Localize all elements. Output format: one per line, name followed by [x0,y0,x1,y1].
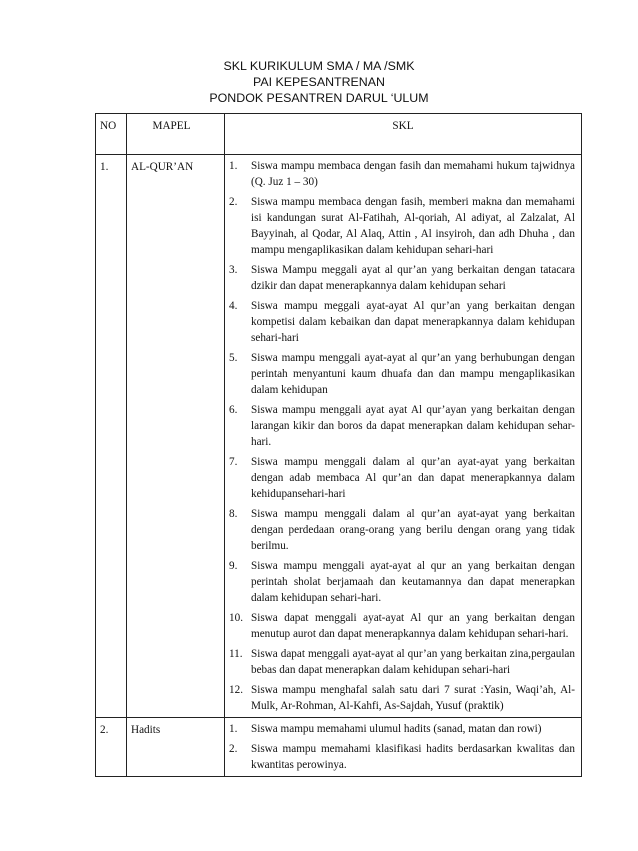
list-item [229,741,575,773]
table-header-row [96,114,582,155]
list-item [229,682,575,714]
table-body [96,155,582,777]
list-item [229,506,575,554]
list-item [229,350,575,398]
item-number: 7. [229,456,238,468]
item-number: 12. [229,684,243,696]
row-number: 1. [96,155,127,718]
list-item [229,454,575,502]
row-mapel: AL-QUR’AN [127,155,225,718]
item-number: 3. [229,264,238,276]
header-mapel: MAPEL [127,114,225,155]
item-number: 4. [229,300,238,312]
row-skl-list [225,155,582,718]
item-text: Siswa mampu menggali ayat-ayat al qur’an yang berhubungan dengan perintah menyantuni kaum dhuafa dan dan mampu mengaplikasikan dalam kehidupan [251,352,575,396]
table-row [96,718,582,777]
item-number: 9. [229,560,238,572]
item-number: 2. [229,196,238,208]
list-item [229,194,575,258]
item-number: 1. [229,723,238,735]
row-skl-list [225,718,582,777]
document-header [0,58,638,106]
table-row [96,155,582,718]
list-item [229,402,575,450]
list-item [229,158,575,190]
item-number: 11. [229,648,243,660]
list-item [229,262,575,294]
item-text: Siswa dapat menggali ayat-ayat Al qur an yang berkaitan dengan menutup aurot dan dapat menerapkannya dalam kehidupan sehari-hari. [251,612,575,640]
item-number: 10. [229,612,243,624]
header-skl: SKL [225,114,582,155]
skl-items [229,158,575,714]
list-item [229,610,575,642]
item-number: 8. [229,508,238,520]
item-number: 1. [229,160,238,172]
item-text: Siswa mampu membaca dengan fasih, memberi makna dan memahami isi kandungan surat Al-Fatihah, Al-qoriah, Al adiyat, al Zalzalat, Al Bayyinah, al Qodar, Al Alaq, Attin , Al insyiroh, dan adh Dhuha , dan mampu mengaplikasikan dalam kehidupan sehari-hari [251,196,575,256]
header-subtitle-line: PAI KEPESANTRENAN [253,75,385,89]
row-mapel: Hadits [127,718,225,777]
item-text: Siswa mampu menggali ayat ayat Al qur’ayan yang berkaitan dengan larangan kikir dan boros da dapat menerapkan dalam kehidupan sehar-hari. [251,404,575,448]
list-item [229,721,575,737]
item-text: Siswa mampu membaca dengan fasih dan memahami hukum tajwidnya (Q. Juz 1 – 30) [251,160,575,188]
item-text: Siswa mampu menggali dalam al qur’an ayat-ayat yang berkaitan dengan perdedaan orang-orang yang berilu dengan orang yang tidak berilmu. [251,508,575,552]
item-text: Siswa mampu menggali ayat-ayat al qur an yang berkaitan dengan perintah sholat berjamaah dan keutamannya dan dapat menerapkan dalam kehidupan sehari-hari. [251,560,575,604]
item-text: Siswa dapat menggali ayat-ayat al qur’an yang berkaitan zina,pergaulan bebas dan dapat menerapkan dalam kehidupan sehari-hari [251,648,575,676]
item-text: Siswa mampu menghafal salah satu dari 7 surat :Yasin, Waqi’ah, Al-Mulk, Ar-Rohman, Al-Kahfi, As-Sajdah, Yusuf (praktik) [251,684,575,712]
item-number: 2. [229,743,238,755]
item-text: Siswa mampu memahami klasifikasi hadits berdasarkan kwalitas dan kwantitas perowinya. [251,743,575,771]
skl-table [95,113,582,777]
item-number: 6. [229,404,238,416]
header-institution-line: PONDOK PESANTREN DARUL ‘ULUM [209,91,429,105]
skl-items [229,721,575,773]
item-text: Siswa mampu menggali dalam al qur’an ayat-ayat yang berkaitan dengan adab membaca Al qur’an dan dapat menerapkannya dalam kehidupansehari-hari [251,456,575,500]
item-text: Siswa Mampu meggali ayat al qur’an yang berkaitan dengan tatacara dzikir dan dapat menerapkannya dalam kehidupan sehari [251,264,575,292]
item-text: Siswa mampu meggali ayat-ayat Al qur’an yang berkaitan dengan kompetisi dalam kebaikan dan dapat menerapkannya dalam kehidupan sehari-hari [251,300,575,344]
header-no: NO [96,114,127,155]
list-item [229,558,575,606]
item-number: 5. [229,352,238,364]
header-title-line: SKL KURIKULUM SMA / MA /SMK [223,59,415,73]
item-text: Siswa mampu memahami ulumul hadits (sanad, matan dan rowi) [251,723,542,735]
list-item [229,646,575,678]
list-item [229,298,575,346]
row-number: 2. [96,718,127,777]
